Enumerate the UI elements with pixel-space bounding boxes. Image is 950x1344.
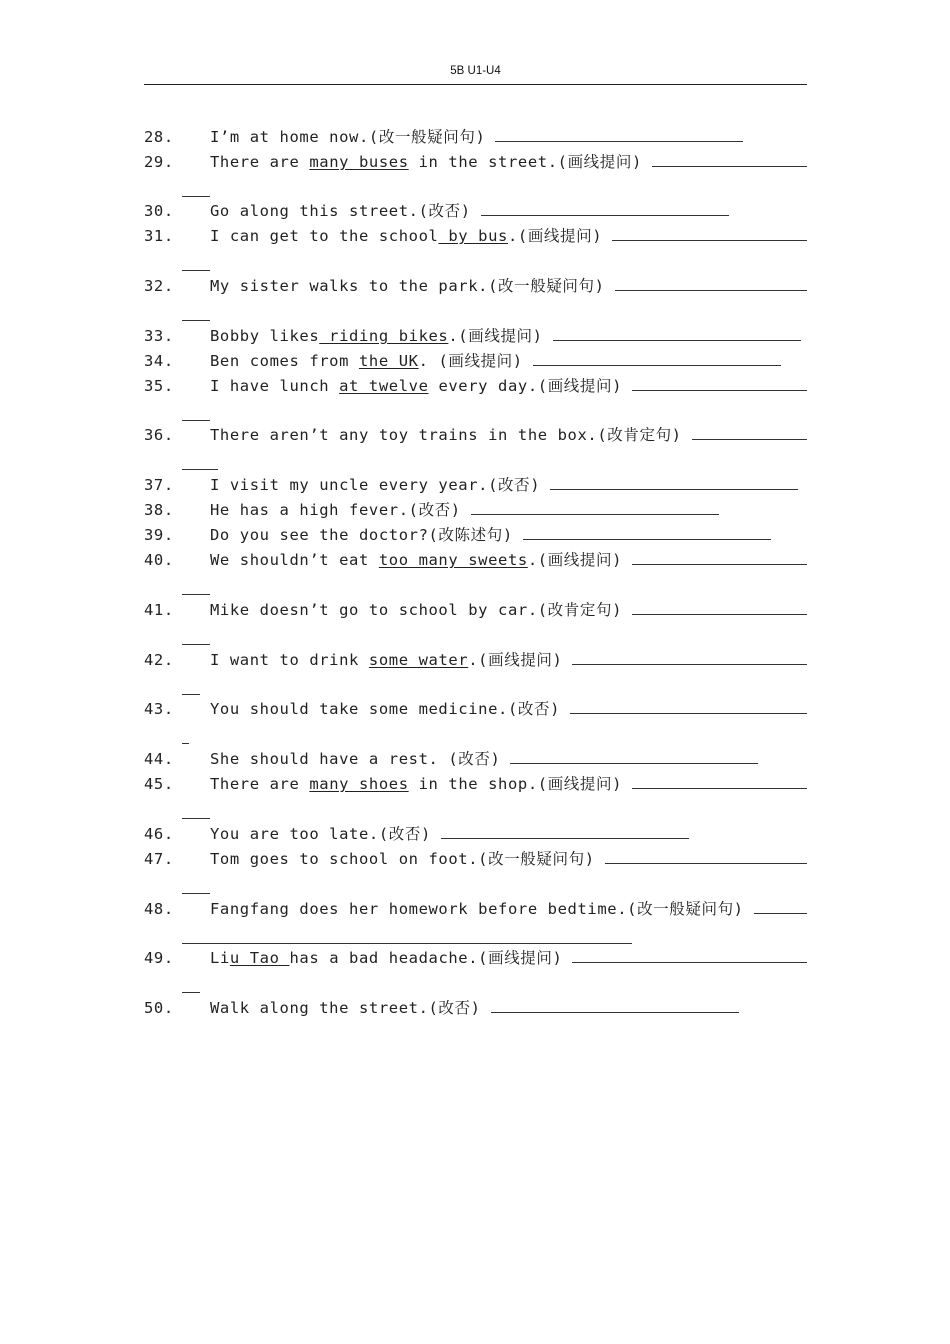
answer-blank[interactable] (495, 127, 743, 142)
question-number: 46. (144, 825, 174, 843)
question-text-segment: .(画线提问) (527, 551, 623, 569)
question-number: 30. (144, 202, 174, 220)
question-text-segment: Mike doesn’t go to school by car.(改肯定句) (210, 601, 623, 619)
question-text-segment: Fangfang does her homework before bedtime.(改一般疑问句) (210, 900, 744, 918)
question-text-segment: in the shop.(画线提问) (408, 775, 623, 793)
question-item (144, 697, 807, 722)
question-item (144, 473, 807, 498)
answer-blank[interactable] (550, 475, 798, 490)
question-text (210, 473, 807, 498)
answer-blank-continuation[interactable] (182, 743, 189, 745)
question-number: 28. (144, 128, 174, 146)
answer-blank-continuation[interactable] (182, 893, 210, 895)
question-text-segment: There aren’t any toy trains in the box.(改肯定句) (210, 426, 682, 444)
answer-blank[interactable] (572, 948, 807, 963)
question-number: 35. (144, 377, 174, 395)
question-text-segment: I visit my uncle every year.(改否) (210, 476, 541, 494)
answer-blank[interactable] (481, 201, 729, 216)
question-text-segment: Walk along the street.(改否) (210, 999, 481, 1017)
question-item (144, 946, 807, 971)
question-number: 45. (144, 775, 174, 793)
answer-blank[interactable] (632, 550, 807, 565)
answer-blank-continuation[interactable] (182, 469, 218, 471)
question-number: 37. (144, 476, 174, 494)
question-text-segment: .(画线提问) (468, 651, 563, 669)
question-text-segment: Li (210, 949, 230, 967)
underlined-phrase: at twelve (339, 377, 429, 395)
answer-blank[interactable] (605, 849, 807, 864)
answer-blank-continuation[interactable] (182, 992, 200, 994)
question-text-segment: You are too late.(改否) (210, 825, 431, 843)
question-text (210, 598, 807, 623)
question-item (144, 523, 807, 548)
question-number: 48. (144, 900, 174, 918)
answer-blank[interactable] (510, 749, 758, 764)
question-text (210, 349, 807, 374)
question-number: 43. (144, 700, 174, 718)
question-number: 41. (144, 601, 174, 619)
question-text-segment: He has a high fever.(改否) (210, 501, 461, 519)
answer-blank[interactable] (615, 276, 807, 291)
answer-blank[interactable] (523, 525, 771, 540)
question-text (210, 125, 807, 150)
question-item (144, 150, 807, 175)
answer-blank[interactable] (471, 500, 719, 515)
answer-blank[interactable] (754, 899, 807, 914)
answer-blank-continuation[interactable] (182, 420, 210, 422)
underlined-phrase: u Tao (229, 949, 290, 967)
question-number: 38. (144, 501, 174, 519)
question-text-segment: My sister walks to the park.(改一般疑问句) (210, 277, 605, 295)
answer-blank-continuation[interactable] (182, 320, 210, 322)
question-text-segment: .(画线提问) (448, 327, 543, 345)
question-number: 50. (144, 999, 174, 1017)
page-header (144, 62, 807, 85)
question-number: 47. (144, 850, 174, 868)
question-item (144, 423, 807, 448)
answer-blank[interactable] (572, 650, 807, 665)
question-text-segment: every day.(画线提问) (428, 377, 623, 395)
question-item (144, 125, 807, 150)
question-number: 36. (144, 426, 174, 444)
question-text (210, 374, 807, 399)
question-item (144, 324, 807, 349)
question-text (210, 199, 807, 224)
answer-blank[interactable] (491, 998, 739, 1013)
question-text-segment: You should take some medicine.(改否) (210, 700, 561, 718)
underlined-phrase: by bus (438, 227, 508, 245)
question-number: 39. (144, 526, 174, 544)
question-item (144, 548, 807, 573)
question-text (210, 946, 807, 971)
question-text (210, 897, 807, 922)
question-text (210, 847, 807, 872)
question-number: 33. (144, 327, 174, 345)
answer-blank[interactable] (441, 824, 689, 839)
underlined-phrase: many buses (309, 153, 409, 171)
answer-blank[interactable] (612, 226, 807, 241)
question-item (144, 374, 807, 399)
question-text (210, 747, 807, 772)
answer-blank-continuation[interactable] (182, 644, 210, 646)
question-text (210, 523, 807, 548)
question-text-segment: Do you see the doctor?(改陈述句) (210, 526, 513, 544)
question-text (210, 648, 807, 673)
answer-blank-continuation[interactable] (182, 818, 210, 820)
question-text (210, 772, 807, 797)
underlined-phrase: many shoes (309, 775, 409, 793)
question-text-segment: I have lunch (210, 377, 340, 395)
question-text (210, 822, 807, 847)
question-text-segment: We shouldn’t eat (210, 551, 379, 569)
question-number: 29. (144, 153, 174, 171)
answer-blank-continuation[interactable] (182, 694, 200, 696)
underlined-phrase: the UK (358, 352, 419, 370)
question-text-segment: in the street.(画线提问) (408, 153, 642, 171)
question-text (210, 697, 807, 722)
question-number: 34. (144, 352, 174, 370)
answer-blank-continuation[interactable] (182, 270, 210, 272)
question-number: 32. (144, 277, 174, 295)
question-text-segment: She should have a rest. (改否) (210, 750, 501, 768)
answer-blank[interactable] (632, 600, 807, 615)
question-text (210, 498, 807, 523)
underlined-phrase: riding bikes (319, 327, 449, 345)
question-item (144, 199, 807, 224)
question-item (144, 274, 807, 299)
question-text-segment: Tom goes to school on foot.(改一般疑问句) (210, 850, 595, 868)
question-number: 44. (144, 750, 174, 768)
underlined-phrase: some water (368, 651, 469, 669)
question-text-segment: I’m at home now.(改一般疑问句) (210, 128, 486, 146)
question-number: 49. (144, 949, 174, 967)
answer-blank-continuation[interactable] (182, 943, 632, 945)
answer-blank[interactable] (553, 326, 801, 341)
question-text (210, 274, 807, 299)
answer-blank-continuation[interactable] (182, 196, 210, 198)
answer-blank[interactable] (692, 425, 807, 440)
answer-blank-continuation[interactable] (182, 594, 210, 596)
question-item (144, 897, 807, 922)
header-title: 5B U1-U4 (450, 65, 501, 77)
answer-blank[interactable] (570, 699, 807, 714)
question-item (144, 224, 807, 249)
answer-blank[interactable] (652, 152, 807, 167)
question-text (210, 224, 807, 249)
answer-blank[interactable] (632, 774, 807, 789)
question-text (210, 996, 807, 1021)
answer-blank[interactable] (632, 376, 807, 391)
question-text-segment: Ben comes from (210, 352, 359, 370)
question-item (144, 747, 807, 772)
question-text-segment: I can get to the school (210, 227, 439, 245)
question-text-segment: I want to drink (210, 651, 369, 669)
question-text (210, 150, 807, 175)
question-text-segment: There are (210, 775, 310, 793)
question-text (210, 548, 807, 573)
question-item (144, 996, 807, 1021)
question-text-segment: There are (210, 153, 310, 171)
underlined-phrase: too many sweets (378, 551, 528, 569)
question-item (144, 772, 807, 797)
question-number: 42. (144, 651, 174, 669)
question-item (144, 822, 807, 847)
answer-blank[interactable] (533, 351, 781, 366)
question-item (144, 349, 807, 374)
question-text (210, 423, 807, 448)
question-item (144, 847, 807, 872)
question-item (144, 498, 807, 523)
question-text-segment: . (画线提问) (418, 352, 523, 370)
question-number: 40. (144, 551, 174, 569)
question-item (144, 648, 807, 673)
question-item (144, 598, 807, 623)
question-text-segment: Bobby likes (210, 327, 320, 345)
question-text-segment: has a bad headache.(画线提问) (289, 949, 563, 967)
question-text-segment: Go along this street.(改否) (210, 202, 471, 220)
question-number: 31. (144, 227, 174, 245)
question-text-segment: .(画线提问) (507, 227, 603, 245)
question-text (210, 324, 807, 349)
